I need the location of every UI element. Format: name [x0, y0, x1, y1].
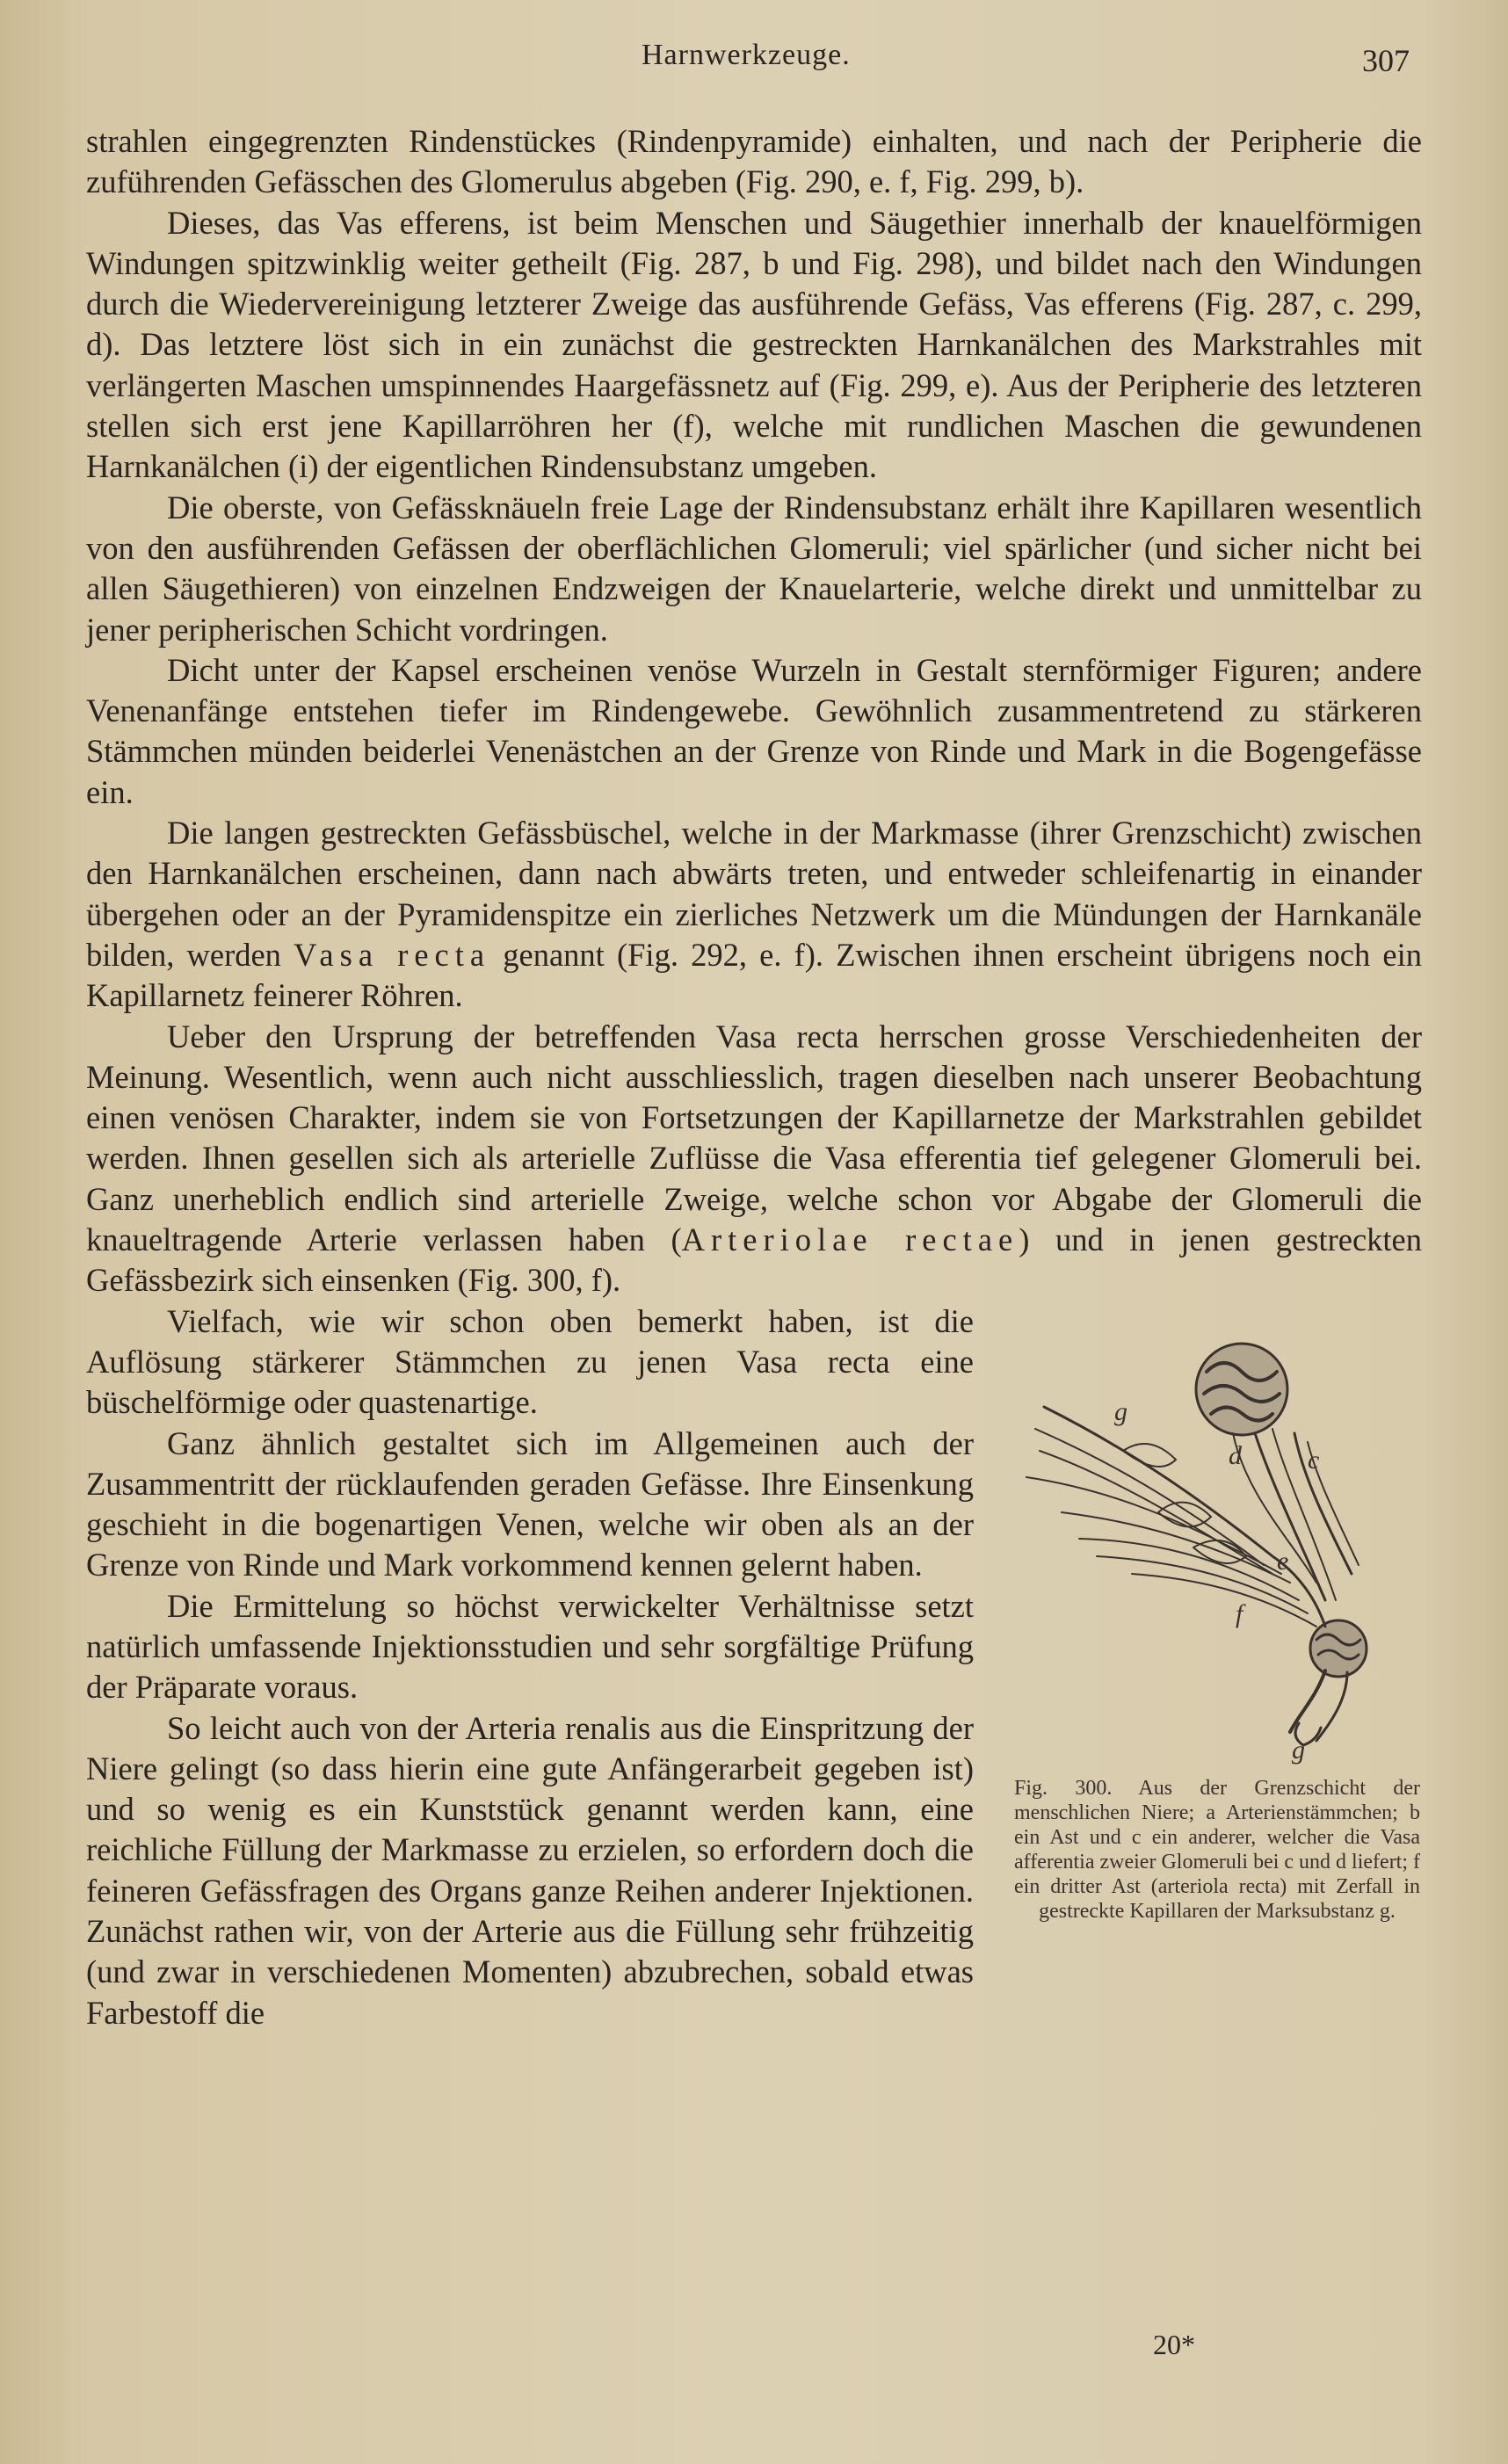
paragraph-text: Die langen gestreckten Gefässbüschel, welche in der Markmasse (ihrer Grenzschicht) zwischen den Harnkanälchen erscheinen, dann nach abwärts treten, und entweder schleifenartig in einander übergehen oder an der Pyramidenspitze ein zierliches Netzwerk um die Mündungen der Harnkanäle bilden, werden [86, 815, 1422, 973]
paragraph: Ganz ähnlich gestaltet sich im Allgemeinen auch der Zusammentritt der rücklaufenden geraden Gefässe. Ihre Einsenkung geschieht in die bogenartigen Venen, welche wir oben als an der Grenze von Rinde und Mark vorkommend kennen gelernt haben. [86, 1424, 974, 1583]
paragraph: Dieses, das Vas efferens, ist beim Menschen und Säugethier innerhalb der knauelförmigen Windungen spitzwinklig weiter getheilt (Fig. 287, b und Fig. 298), und bildet nach den Windungen durch die Wiedervereinigung letzterer Zweige das ausführende Gefäss, Vas efferens (Fig. 287, c. 299, d). Das letztere löst sich in ein zunächst die gestreckten Harnkanälchen des Markstrahles mit verlängerten Maschen umspinnendes Haargefässnetz auf (Fig. 299, e). Aus der Peripherie des letzteren stellen sich erst jene Kapillarröhren her (f), welche mit rundlichen Maschen die gewundenen Harnkanälchen (i) der eigentlichen Rindensubstanz umgeben. [86, 204, 1422, 485]
paragraph [86, 1017, 1422, 1301]
page-footer [0, 2329, 1508, 2373]
page-header [0, 39, 1508, 83]
page-number: 307 [1362, 43, 1410, 78]
paragraph [86, 813, 1422, 1016]
figure-label-g-bottom: g [1292, 1735, 1305, 1765]
paragraph: So leicht auch von der Arteria renalis aus die Einspritzung der Niere gelingt (so dass hierin eine gute Anfängerarbeit gegeben ist) und so wenig es ein Kunststück genannt werden kann, eine reichliche Füllung der Markmasse zu erzielen, so erfordern doch die feineren Gefässfragen des Organs ganze Reihen anderer Injektionen. Zunächst rathen wir, von der Arterie aus die Füllung sehr frühzeitig (und zwar in verschiedenen Momenten) abzubrechen, sobald etwas Farbestoff die [86, 1709, 974, 2031]
term-arteriolae-rectae: Arteriolae rectae [681, 1221, 1019, 1258]
paragraph-text: ) und in jenen gestreckten Gefässbezirk sich einsenken (Fig. 300, f). [86, 1221, 1423, 1299]
figure-label-d: d [1229, 1440, 1242, 1470]
term-vasa-recta: Vasa recta [294, 936, 491, 973]
paragraph: Die Ermittelung so höchst verwickelter Verhältnisse setzt natürlich umfassende Injektionsstudien und sehr sorgfältige Prüfung der Präparate voraus. [86, 1587, 974, 1706]
running-title: Harnwerkzeuge. [642, 39, 851, 71]
figure-label-e: e [1277, 1546, 1289, 1576]
paragraph: Vielfach, wie wir schon oben bemerkt haben, ist die Auflösung stärkerer Stämmchen zu jenen Vasa recta eine büschelförmige oder quastenartige. [86, 1302, 974, 1421]
paragraph: Die oberste, von Gefässknäueln freie Lage der Rindensubstanz erhält ihre Kapillaren wesentlich von den ausführenden Gefässen der oberflächlichen Glomeruli; viel spärlicher (und sicher nicht bei allen Säugethieren) von einzelnen Endzweigen der Knauelarterie, welche direkt und unmittelbar zu jener peripherischen Schicht vordringen. [86, 489, 1422, 648]
figure-label-g-top: g [1114, 1396, 1127, 1426]
figure-label-c: c [1308, 1445, 1320, 1475]
figure-300 [1009, 1310, 1422, 2004]
paragraph-text: Ueber den Ursprung der betreffenden Vasa recta herrschen grosse Verschiedenheiten der Meinung. Wesentlich, wenn auch nicht ausschliesslich, tragen dieselben nach unserer Beobachtung einen venösen Charakter, indem sie von Fortsetzungen der Kapillarnetze der Markstrahlen gebildet werden. Ihnen gesellen sich als arterielle Zuflüsse die Vasa efferentia tief gelegener Glomeruli bei. Ganz unerheblich endlich sind arterielle Zweige, welche schon vor Abgabe der Glomeruli die knaueltragende Arterie verlassen haben ( [86, 1018, 1422, 1258]
paragraph-text: genannt (Fig. 292, e. f). Zwischen ihnen erscheint übrigens noch ein Kapillarnetz feinerer Röhren. [86, 936, 1423, 1014]
paragraph: strahlen eingegrenzten Rindenstückes (Rindenpyramide) einhalten, und nach der Peripherie die zuführenden Gefässchen des Glomerulus abgeben (Fig. 290, e. f, Fig. 299, b). [86, 123, 1422, 200]
paragraph: Dicht unter der Kapsel erscheinen venöse Wurzeln in Gestalt sternförmiger Figuren; andere Venenanfänge entstehen tiefer im Rindengewebe. Gewöhnlich zusammentretend zu stärkeren Stämmchen münden beiderlei Venenästchen an der Grenze von Rinde und Mark in die Bogengefässe ein. [86, 651, 1422, 810]
body-text [86, 121, 1422, 2033]
figure-label-f: f [1236, 1598, 1243, 1628]
figure-caption: Fig. 300. Aus der Grenzschicht der menschlichen Niere; a Arterienstämmchen; b ein Ast und c ein anderer, welcher die Vasa afferentia zweier Glomeruli bei c und d liefert; f ein dritter Ast (arteriola recta) mit Zerfall in gestreckte Kapillaren der Marksubstanz g. [1014, 1776, 1421, 1923]
signature-mark: 20* [1153, 2329, 1195, 2360]
kidney-vessels-illustration [1009, 1310, 1422, 1767]
